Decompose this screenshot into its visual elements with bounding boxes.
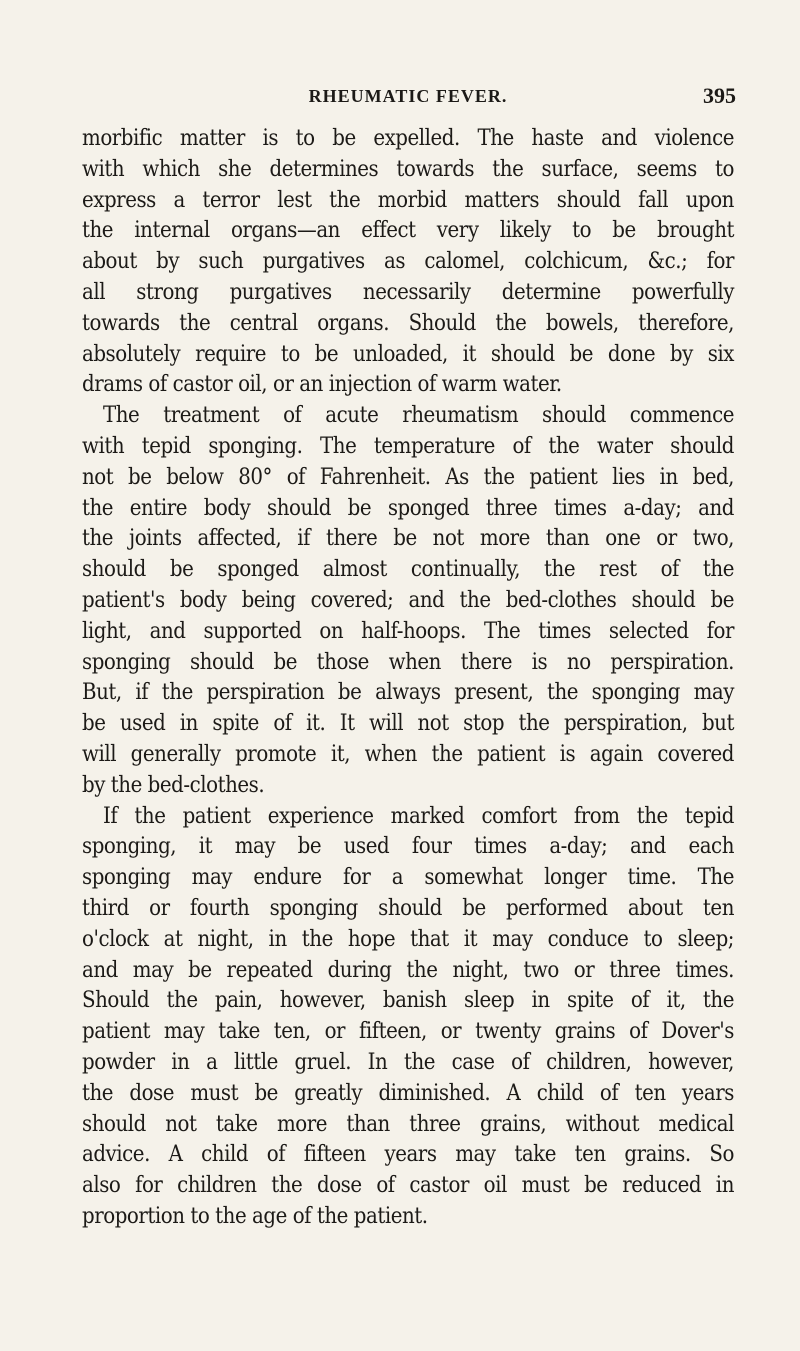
text-line: the dose must be greatly diminished. A child of ten years <box>82 1080 734 1106</box>
text-line: advice. A child of fifteen years may take ten grains. So <box>82 1142 734 1168</box>
text-line: with tepid sponging. The temperature of the water should <box>82 433 734 459</box>
text-line: express a terror lest the morbid matters should fall upon <box>82 187 734 213</box>
text-line: should be sponged almost continually, the rest of the <box>82 557 734 583</box>
text-line: not be below 80° of Fahrenheit. As the patient lies in bed, <box>82 464 734 490</box>
body-text <box>82 124 734 1233</box>
text-line: should not take more than three grains, without medical <box>82 1111 734 1137</box>
text-line: sponging may endure for a somewhat longer time. The <box>82 865 734 891</box>
text-line: the joints affected, if there be not more than one or two, <box>82 526 734 552</box>
text-line: also for children the dose of castor oil must be reduced in <box>82 1173 734 1199</box>
text-line: about by such purgatives as calomel, colchicum, &c.; for <box>82 249 734 275</box>
text-line: patient may take ten, or fifteen, or twenty grains of Dover's <box>82 1019 734 1045</box>
text-line: If the patient experience marked comfort from the tepid <box>103 803 734 829</box>
page-number: 395 <box>703 83 736 108</box>
text-line: drams of castor oil, or an injection of warm water. <box>82 372 562 398</box>
text-line: proportion to the age of the patient. <box>82 1203 428 1229</box>
text-line: o'clock at night, in the hope that it may conduce to sleep; <box>82 926 734 952</box>
text-line: But, if the perspiration be always present, the sponging may <box>82 680 734 706</box>
running-head: RHEUMATIC FEVER. <box>308 86 508 106</box>
text-line: patient's body being covered; and the bed-clothes should be <box>82 587 734 613</box>
text-line: be used in spite of it. It will not stop the perspiration, but <box>82 711 734 737</box>
text-line: towards the central organs. Should the bowels, therefore, <box>82 310 734 336</box>
text-line: will generally promote it, when the patient is again covered <box>82 741 734 767</box>
text-line: all strong purgatives necessarily determine powerfully <box>82 279 734 305</box>
text-line: powder in a little gruel. In the case of children, however, <box>82 1049 734 1075</box>
text-line: third or fourth sponging should be performed about ten <box>82 895 734 921</box>
text-line: and may be repeated during the night, two or three times. <box>82 957 734 983</box>
text-line: the internal organs—an effect very likely to be brought <box>82 218 734 244</box>
text-line: with which she determines towards the surface, seems to <box>82 156 734 182</box>
text-line: absolutely require to be unloaded, it should be done by six <box>82 341 734 367</box>
text-line: by the bed-clothes. <box>82 772 265 798</box>
text-line: The treatment of acute rheumatism should commence <box>103 403 734 429</box>
text-line: sponging should be those when there is no perspiration. <box>82 649 734 675</box>
text-line: sponging, it may be used four times a-day; and each <box>82 834 734 860</box>
page-header <box>80 80 736 110</box>
text-line: the entire body should be sponged three times a-day; and <box>82 495 734 521</box>
text-line: light, and supported on half-hoops. The times selected for <box>82 618 734 644</box>
text-line: morbific matter is to be expelled. The haste and violence <box>82 126 734 151</box>
text-line: Should the pain, however, banish sleep in spite of it, the <box>82 988 734 1014</box>
